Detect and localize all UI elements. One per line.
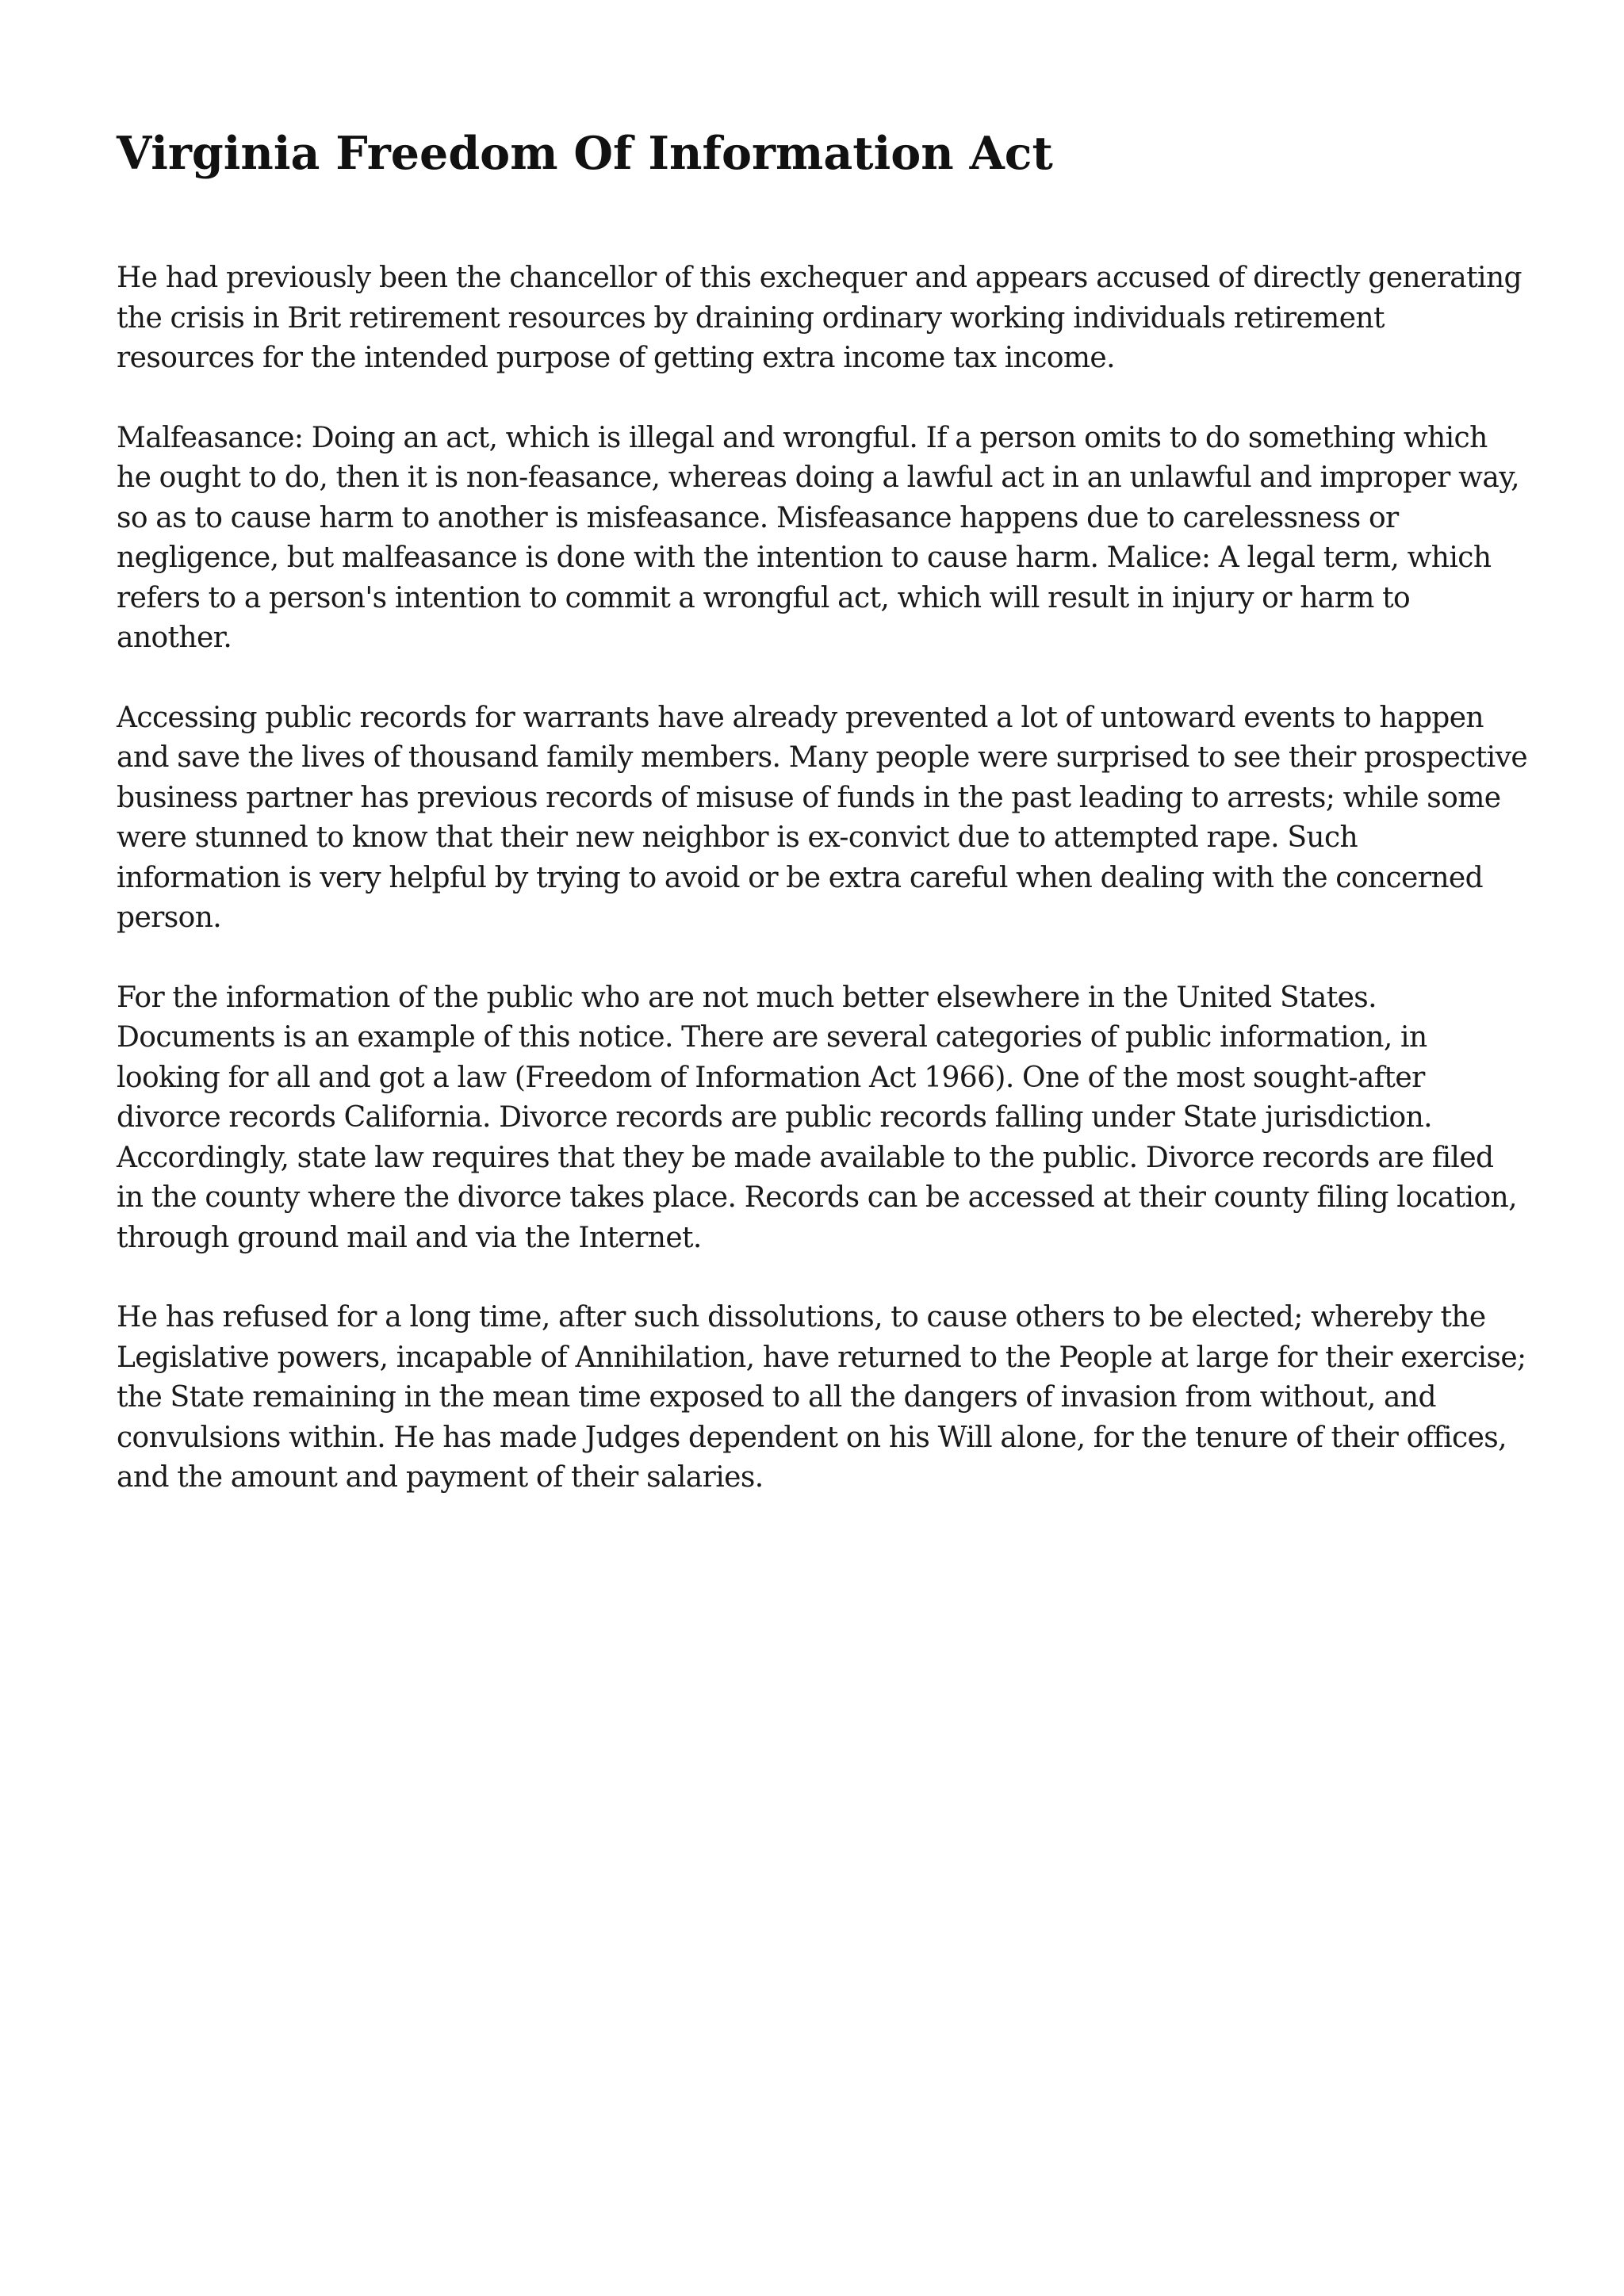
page-title: Virginia Freedom Of Information Act (117, 127, 1053, 180)
paragraph: He has refused for a long time, after such dissolutions, to cause others to be elected; whereby the Legislative powers, incapable of Annihilation, have returned to the People at large for their exercise; the State remaining in the mean time exposed to all the dangers of invasion from without, and convulsions within. He has made Judges dependent on his Will alone, for the tenure of their offices, and the amount and payment of their salaries. (117, 1301, 1526, 1494)
paragraph: Malfeasance: Doing an act, which is illegal and wrongful. If a person omits to do something which he ought to do, then it is non-feasance, whereas doing a lawful act in an unlawful and improper way, so as to cause harm to another is misfeasance. Misfeasance happens due to carelessness or negligence, but malfeasance is done with the intention to cause harm. Malice: A legal term, which refers to a person's intention to commit a wrongful act, which will result in injury or harm to another. (117, 421, 1520, 654)
paragraph: For the information of the public who are not much better elsewhere in the United States. Documents is an example of this notice. There are several categories of public information, in looking for all and got a law (Freedom of Information Act 1966). One of the most sought-after divorce records California. Divorce records are public records falling under State jurisdiction. Accordingly, state law requires that they be made available to the public. Divorce records are filed in the county where the divorce takes place. Records can be accessed at their county filing location, through ground mail and via the Internet. (117, 981, 1517, 1254)
paragraph: He had previously been the chancellor of this exchequer and appears accused of directly generating the crisis in Brit retirement resources by draining ordinary working individuals retirement resources for the intended purpose of getting extra income tax income. (117, 262, 1522, 374)
article-body (117, 258, 1528, 1538)
paragraph: Accessing public records for warrants have already prevented a lot of untoward events to happen and save the lives of thousand family members. Many people were surprised to see their prospective business partner has previous records of misuse of funds in the past leading to arrests; while some were stunned to know that their new neighbor is ex-convict due to attempted rape. Such information is very helpful by trying to avoid or be extra careful when dealing with the concerned person. (117, 701, 1528, 934)
